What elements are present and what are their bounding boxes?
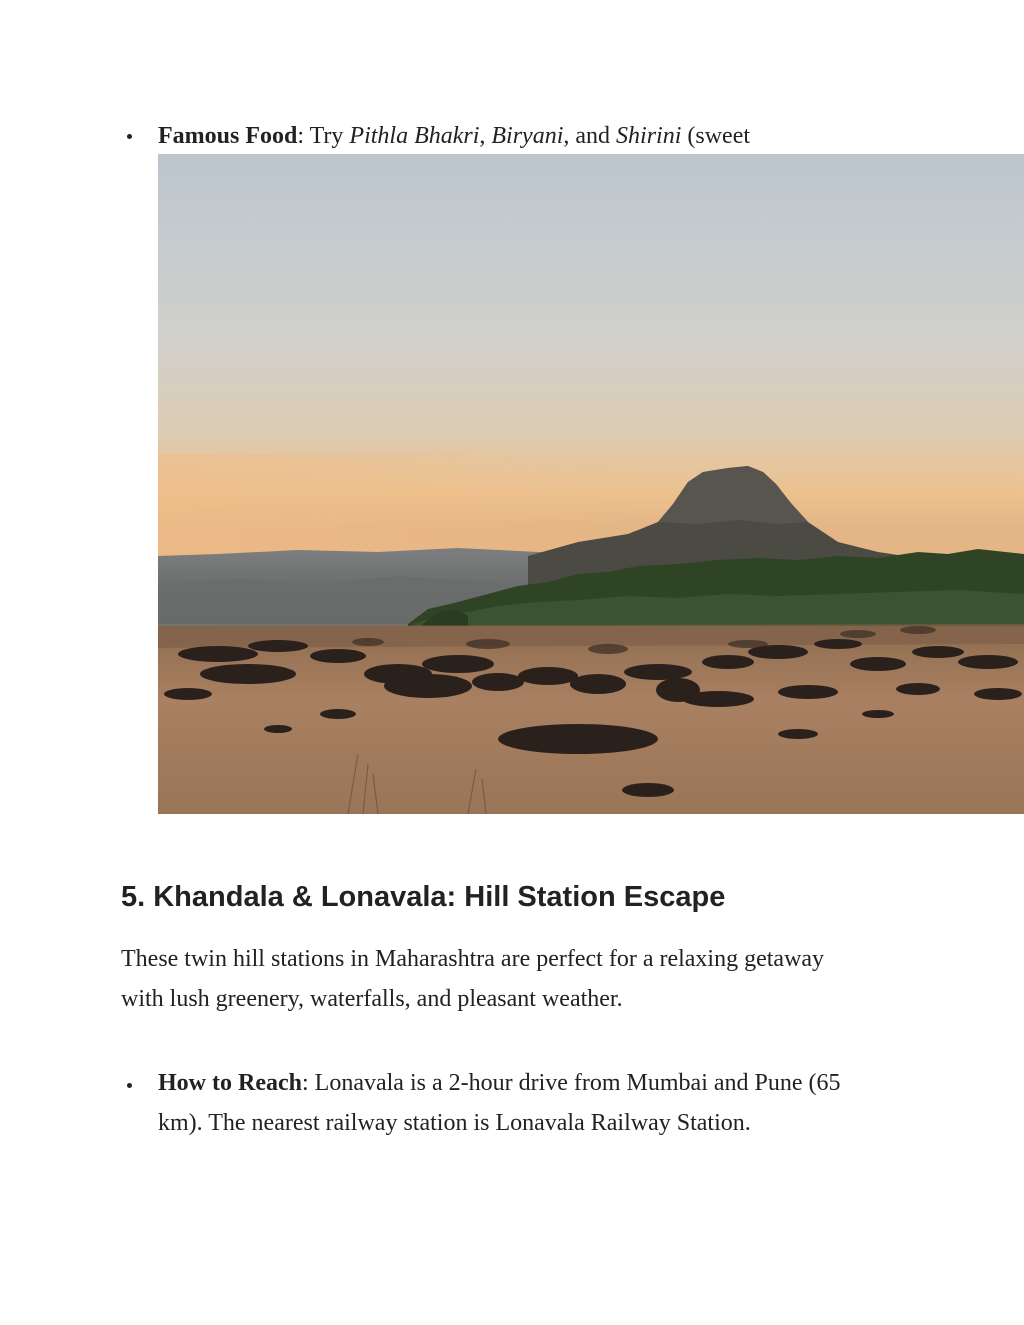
list-item-text: , and: [563, 123, 617, 149]
list-item-how-to-reach: [158, 1063, 858, 1143]
list-item-text: ,: [479, 123, 492, 149]
dish-name: Biryani: [491, 123, 564, 149]
list-item-label: How to Reach: [158, 1070, 302, 1096]
list-item-text: : Try: [297, 123, 350, 149]
list-bullet: [127, 134, 135, 142]
list-bullet: [127, 1083, 135, 1091]
dish-name: Pithla Bhakri: [349, 123, 480, 149]
list-item-text: (sweet: [681, 123, 751, 149]
section-heading: 5. Khandala & Lonavala: Hill Station Escape: [121, 881, 726, 913]
list-item-text: : Lonavala is a 2-hour drive from Mumbai and Pune (65 km). The nearest railway station is Lonavala Railway Station.: [158, 1070, 841, 1136]
landscape-photo: [158, 154, 1024, 814]
dish-name: Shirini: [616, 123, 682, 149]
section-paragraph: These twin hill stations in Maharashtra are perfect for a relaxing getaway with lush greenery, waterfalls, and pleasant weather.: [121, 946, 825, 1012]
list-item-label: Famous Food: [158, 123, 298, 149]
